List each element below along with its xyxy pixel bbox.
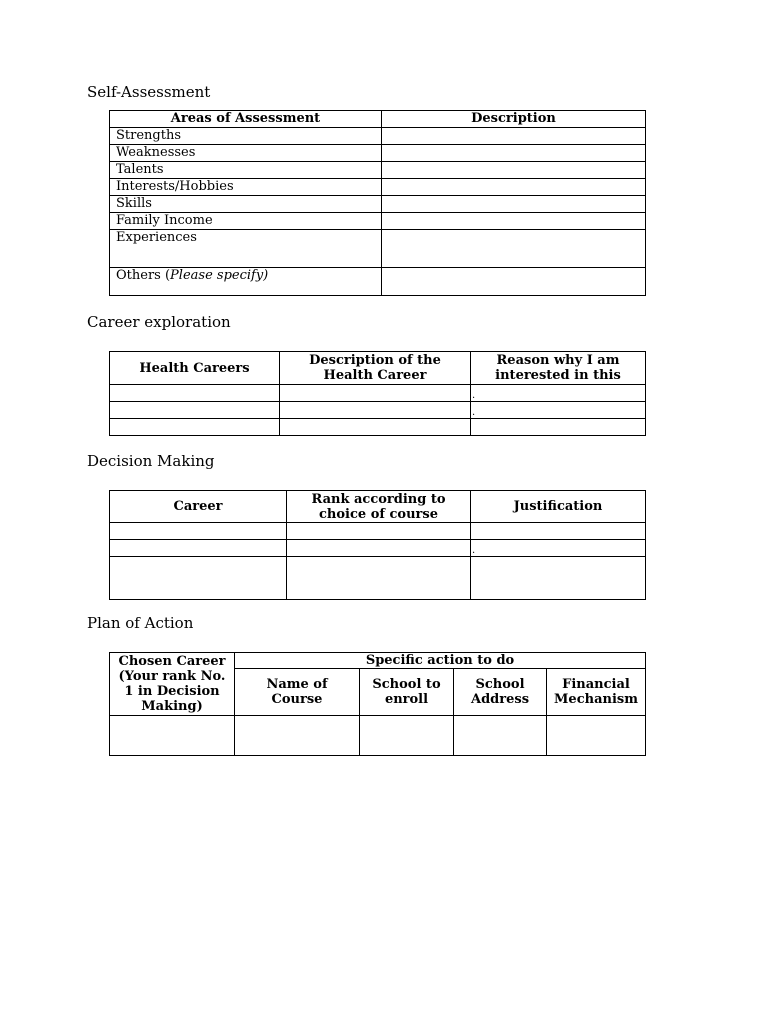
justification-cell[interactable] (471, 540, 646, 557)
row-mark: . (472, 545, 476, 556)
area-label-others (110, 268, 382, 296)
school-to-enroll-cell[interactable] (360, 716, 454, 756)
column-header-rank: Rank according to choice of course (287, 491, 471, 523)
area-label: Strengths (110, 128, 382, 145)
description-cell[interactable] (382, 145, 646, 162)
table-header-row (110, 352, 646, 385)
reason-cell[interactable] (471, 385, 646, 402)
column-header-reason: Reason why I am interested in this (471, 352, 646, 385)
table-row (110, 716, 646, 756)
column-header-description: Description of the Health Career (280, 352, 471, 385)
table-row (110, 557, 646, 600)
description-cell[interactable] (382, 162, 646, 179)
career-cell[interactable] (110, 557, 287, 600)
table-row (110, 523, 646, 540)
description-cell[interactable] (280, 402, 471, 419)
others-label: Others ( (116, 268, 171, 283)
column-header-chosen-career: Chosen Career (Your rank No. 1 in Decision Making) (110, 653, 235, 716)
name-of-course-cell[interactable] (235, 716, 360, 756)
justification-cell[interactable] (471, 557, 646, 600)
table-row (110, 179, 646, 196)
career-exploration-table (109, 351, 646, 436)
financial-mechanism-cell[interactable] (547, 716, 646, 756)
table-row (110, 419, 646, 436)
area-label: Weaknesses (110, 145, 382, 162)
table-header-row (110, 111, 646, 128)
table-row (110, 145, 646, 162)
area-label: Interests/Hobbies (110, 179, 382, 196)
description-cell[interactable] (382, 230, 646, 268)
reason-cell[interactable] (471, 419, 646, 436)
reason-cell[interactable] (471, 402, 646, 419)
career-cell[interactable] (110, 385, 280, 402)
career-cell[interactable] (110, 419, 280, 436)
area-label: Experiences (110, 230, 382, 268)
table-row (110, 162, 646, 179)
table-row (110, 213, 646, 230)
column-header-health-careers: Health Careers (110, 352, 280, 385)
description-cell[interactable] (382, 179, 646, 196)
row-mark: . (472, 390, 476, 401)
table-row (110, 402, 646, 419)
column-header-areas: Areas of Assessment (110, 111, 382, 128)
column-header-description: Description (382, 111, 646, 128)
table-row (110, 385, 646, 402)
decision-making-table (109, 490, 646, 600)
career-cell[interactable] (110, 540, 287, 557)
description-cell[interactable] (382, 213, 646, 230)
area-label: Family Income (110, 213, 382, 230)
column-header-justification: Justification (471, 491, 646, 523)
row-mark: . (472, 407, 476, 418)
description-cell[interactable] (280, 419, 471, 436)
school-address-cell[interactable] (454, 716, 547, 756)
career-exploration-heading: Career exploration (87, 313, 231, 331)
plan-of-action-heading: Plan of Action (87, 614, 194, 632)
rank-cell[interactable] (287, 523, 471, 540)
table-row (110, 268, 646, 296)
chosen-career-cell[interactable] (110, 716, 235, 756)
table-row (110, 128, 646, 145)
column-header-specific-action: Specific action to do (235, 653, 646, 669)
description-cell[interactable] (382, 268, 646, 296)
plan-of-action-table (109, 652, 646, 756)
table-row (110, 196, 646, 213)
area-label: Talents (110, 162, 382, 179)
self-assessment-heading: Self-Assessment (87, 83, 211, 101)
rank-cell[interactable] (287, 540, 471, 557)
column-header-school-address: School Address (454, 669, 547, 716)
justification-cell[interactable] (471, 523, 646, 540)
description-cell[interactable] (382, 196, 646, 213)
decision-making-heading: Decision Making (87, 452, 215, 470)
column-header-name-of-course: Name of Course (235, 669, 360, 716)
others-specify-note: Please specify) (170, 268, 269, 283)
column-header-career: Career (110, 491, 287, 523)
area-label: Skills (110, 196, 382, 213)
self-assessment-table (109, 110, 646, 296)
description-cell[interactable] (280, 385, 471, 402)
description-cell[interactable] (382, 128, 646, 145)
column-header-financial-mechanism: Financial Mechanism (547, 669, 646, 716)
table-header-row (110, 653, 646, 669)
table-header-row (110, 491, 646, 523)
rank-cell[interactable] (287, 557, 471, 600)
table-row (110, 230, 646, 268)
table-row (110, 540, 646, 557)
career-cell[interactable] (110, 523, 287, 540)
career-cell[interactable] (110, 402, 280, 419)
column-header-school-to-enroll: School to enroll (360, 669, 454, 716)
